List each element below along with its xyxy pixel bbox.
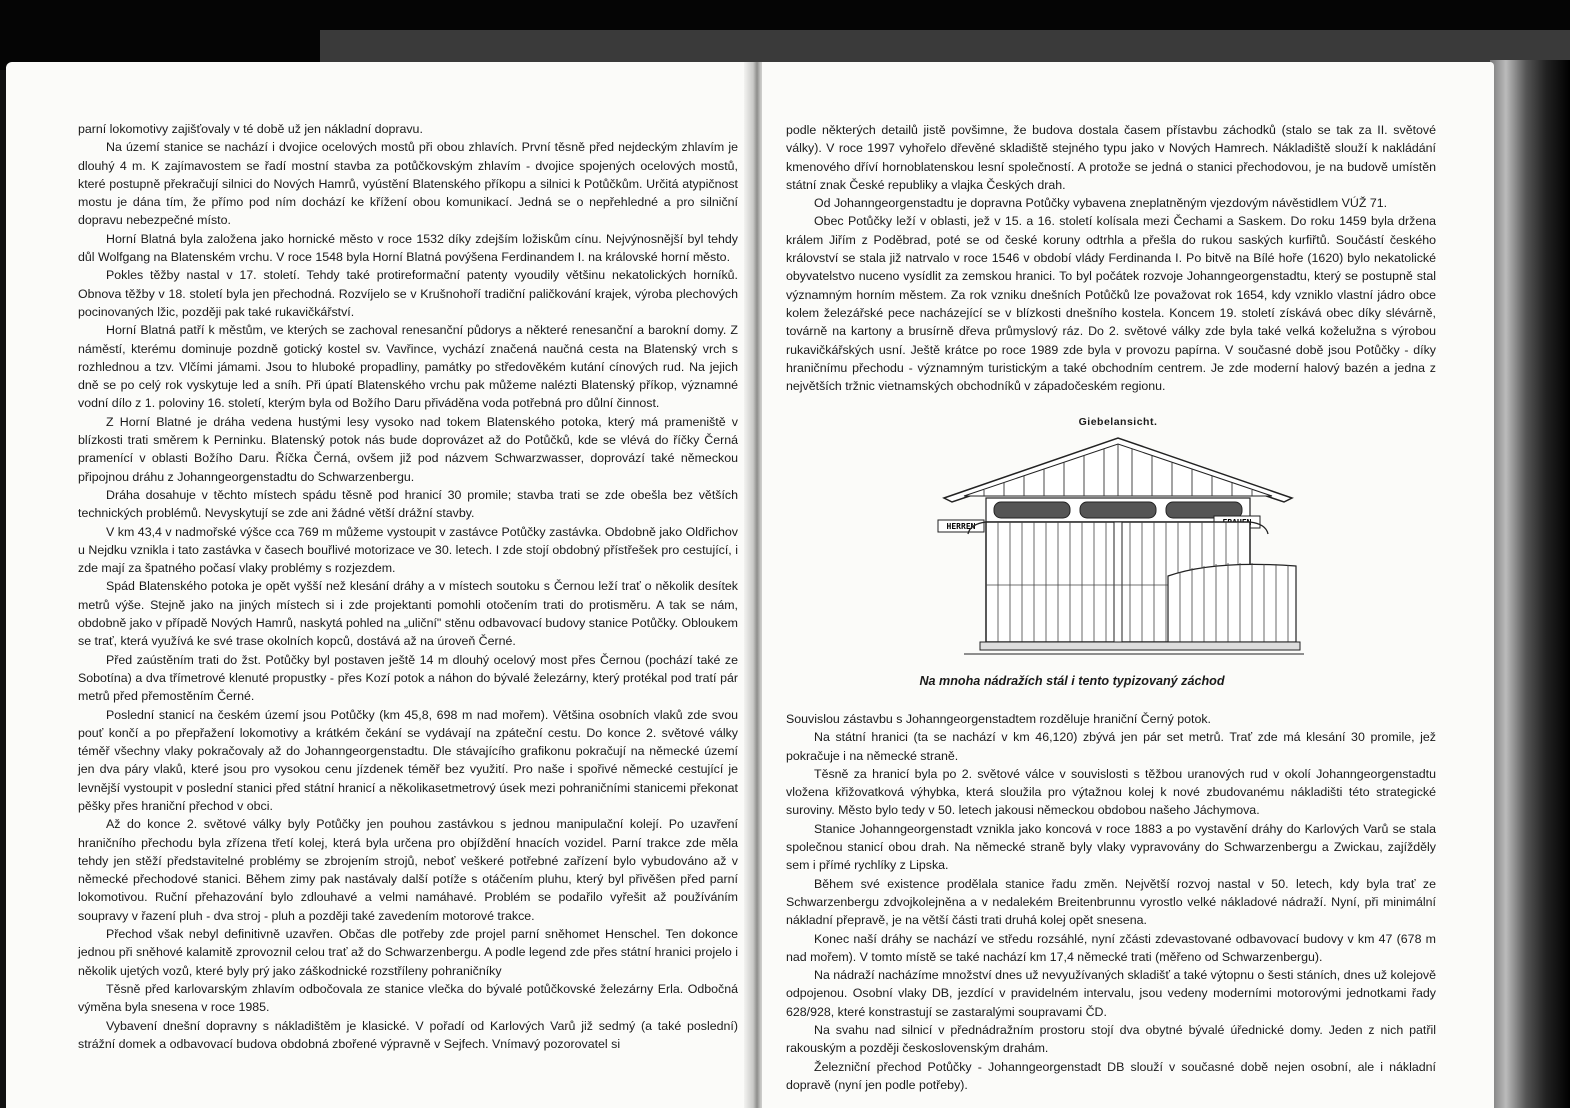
paragraph: Horní Blatná byla založena jako hornické město v roce 1532 díky zdejším ložiskům cínu. Nejvýnosnější byl tehdy důl Wolfgang na Blatenském vrchu. V roce 1548 byla Horní Blatná povýšena Ferdinandem I. na královské horní město. <box>78 231 738 265</box>
paragraph: Spád Blatenského potoka je opět vyšší než klesání dráhy a v místech soutoku s Černou leží trať o několik desítek metrů výše. Stejně jako na jiných místech si i zde projektanti pomohli otočením trati do protisměru. A tak se nám, obdobně jako v případě Nových Hamrů, naskytá pohled na „uliční" stěnu odbavovací budovy stanice Potůčky. Obloukem se trať, která využívá ke své trase okolních kopců, dostává až na úroveň Černé. <box>78 579 738 649</box>
paragraph: Na státní hranici (ta se nachází v km 46,120) zbývá jen pár set metrů. Trať zde má klesání 30 promile, jež pokračuje i na německé straně. <box>786 730 1436 763</box>
right-page <box>762 62 1494 1108</box>
figure-caption: Na mnoha nádražích stál i tento typizovaný záchod <box>919 674 1225 688</box>
paragraph: Pokles těžby nastal v 17. století. Tehdy také protireformační patenty vyoudily většinu nekatolických horníků. Obnova těžby v 18. století byla jen přechodná. Rozvíjelo se v Krušnohoří tradiční paličkování krajek, výroba plechových pocinovaných lžic, později pak také rukavičkářství. <box>78 268 738 319</box>
paragraph: Konec naší dráhy se nachází ve středu rozsáhlé, nyní zčásti zdevastované odbavovací budovy v km 47 (678 m nad mořem). V tomto místě se také nachází km 17,4 německé trati (měřeno od Schwarzenbergu). <box>786 931 1436 964</box>
paragraph: Železniční přechod Potůčky - Johanngeorgenstadt DB slouží v současné době nejen osobní, ale i nákladní dopravě (nyní jen podle potřeby). <box>786 1059 1436 1092</box>
paragraph: Na nádraží nacházíme množství dnes už nevyužívaných skladišť a také výtopnu o šesti stáních, dnes už kolejově odpojenou. Osobní vlaky DB, jezdící v pravidelném intervalu, jsou vedeny moderními motorovými jednotkami řady 628/928, které konstrastují se zastaralými soupravami ČD. <box>786 968 1436 1019</box>
paragraph: Během své existence prodělala stanice řadu změn. Největší rozvoj nastal v 50. letech, kdy byla trať ze Schwarzenbergu zdvojkolejněna a v nedalekém Breitenbrunnu vyrostlo velké nákladové nádraží. Nyní, při minimální nákladní přepravě, je na větší části trati druhá kolej opět snesena. <box>786 876 1436 928</box>
paragraph: podle některých detailů jistě povšimne, že budova dostala časem přístavbu záchodků (stalo se tak za II. světové války). V roce 1997 vyhořelo dřevěné skladiště stejného typu jako v Nových Hamrech. Nákladiště slouží k nakládání kmenového dříví hornoblatenskou lesní společností. A protože se jedná o stanici přechodovou, je na budově umístěn státní znak České republiky a vlajka Českých drah. <box>786 123 1436 192</box>
book-edge <box>1490 60 1570 1108</box>
sign-herren: HERREN <box>946 522 976 531</box>
right-page-text-lower <box>786 710 1436 1094</box>
left-page <box>6 62 752 1108</box>
paragraph: Od Johanngeorgenstadtu je dopravna Potůčky vybavena zneplatněným vjezdovým návěstidlem VÚŽ 71. <box>814 196 1388 211</box>
right-page-text-upper <box>786 121 1436 395</box>
figure-title: Giebelansicht. <box>1078 416 1158 428</box>
paragraph: Až do konce 2. světové války byly Potůčky jen pouhou zastávkou s jednou manipulační kolejí. Po uzavření hraničního přechodu byla zřízena třetí kolej, která byla určena pro objíždění hnacích vozidel. Parní trakce zde měla tehdy jen stěží představitelné problémy se zbrojením strojů, neboť veškeré potřebné zařízení bylo vybudováno až v německé přechodové stanici. Během zimy pak nastávaly další potíže s otáčením pluhu, který byl přivěšen před parní lokomotivou. Ruční přehazování bylo zdlouhavé a velmi namáhavé. Problém se podařilo vyřešit až používáním soupravy v řazení pluh - dva stroj - pluh a později také zavedením motorové trakce. <box>78 817 738 923</box>
paragraph: Těsně za hranicí byla po 2. světové válce v souvislosti s těžbou uranových rud v okolí Johanngeorgenstadtu vložena křižovatková výhybka, která sloužila pro výtažnou kolej k nové zbudovanému nákladišti této strategické suroviny. Město bylo tedy v 50. letech jakousi německou obdobou našeho Jáchymova. <box>786 766 1436 818</box>
paragraph: Horní Blatná patří k městům, ve kterých se zachoval renesanční půdorys a některé renesanční a barokní domy. Z náměstí, kterému dominuje pozdně gotický kostel sv. Vavřince, vychází značená naučná cesta na Blatenský vrch s rozhlednou a tzv. Vlčími jámami. Jsou to hluboké propadliny, památky po středověkém kutání cínových rud. Na jejich dně se po celý rok vyskytuje led a sníh. Při úpatí Blatenského vrchu pak můžeme nalézti Blatenský příkop, významné vodní dílo z 1. poloviny 16. století, kterým byla od Božího Daru přiváděna voda potřebná pro důlní činnost. <box>78 323 738 411</box>
paragraph: V km 43,4 v nadmořské výšce cca 769 m můžeme vystoupit v zastávce Potůčky zastávka. Obdobně jako Oldřichov u Nejdku vznikla i tato zastávka v časech bouřlivé motorizace ve 30. letech. I zde stojí obdobný přístřešek pro cestující, i zde mají za špatného počasí vlaky problémy s rozjezdem. <box>78 524 738 576</box>
paragraph: Obec Potůčky leží v oblasti, jež v 15. a 16. století kolísala mezi Čechami a Saskem. Do roku 1459 byla držena králem Jiřím z Poděbrad, poté se od české koruny odtrhla a přešla do rukou saských kurfiřtů. Součástí českého království se stala již natrvalo v roce 1546 v období vlády Ferdinanda I. Po bitvě na Bílé hoře (1620) bylo nekatolické obyvatelstvo nuceno vysídlit za zemskou hranici. To byl počátek rozvoje Johanngeorgenstadtu, který se postupně stal významným horním městem. Za rok vzniku dnešních Potůčků lze považovat rok 1654, kdy vzniklo vlastní jádro obce kolem železářské pece nacházející se v blízkosti dnešního kostela. Koncem 19. století získává obec díky slévárně, továrně na kartony a brusírně dřeva průmyslový ráz. Do 2. světové války zde byla také velká koželužna s výrobou rukavičkářských usní. Ještě krátce po roce 1989 zde byla v provozu papírna. V současné době jsou Potůčky - díky hraničnímu přechodu - významným turistickým a také obchodním centrem. Je zde moderní halový bazén a jedna z největších tržnic vietnamských obchodníků v západočeském regionu. <box>786 214 1436 394</box>
paragraph: Na svahu nad silnicí v přednádražním prostoru stojí dva obytné bývalé úřednické domy. Jeden z nich patřil rakouským a později československým drahám. <box>786 1023 1436 1056</box>
toilet-drawing-figure <box>924 410 1312 668</box>
paragraph: Na území stanice se nachází i dvojice ocelových mostů při obou zhlavích. První těsně před nejdeckým zhlavím je dlouhý 4 m. K zajímavostem se řadí mostní stavba za potůčkovským zhlavím - dvojice spojených ocelových mostů, které postupně překračují silnici do Nových Hamrů, vyústění Blatenského příkopu a silnici k Potůčkům. Určitá atypičnost mostu je dána tím, že přímo pod ním dochází ke křížení obou komunikací. Jedná se o nepřehledné a pro silniční dopravu nebezpečné místo. <box>78 140 738 228</box>
paragraph: Přechod však nebyl definitivně uzavřen. Občas dle potřeby zde projel parní sněhomet Henschel. Ten dokonce jednou při sněhové kalamitě zprovoznil celou trať až do Schwarzenbergu. A podle legend zde přes státní hranici projelo i několik ujetých vozů, které byly prý jako záškodnické rozstříleny pohraničníky <box>78 927 738 978</box>
left-page-text <box>78 120 738 1053</box>
paragraph: Před zaústěním trati do žst. Potůčky byl postaven ještě 14 m dlouhý ocelový most přes Černou (pochází také ze Sobotína) a dva třímetrové klenuté propustky - přes Kozí potok a náhon do bývalé železárny, který protékal pod tratí pár metrů před přemostěním Černé. <box>78 652 738 704</box>
paragraph: Dráha dosahuje v těchto místech spádu těsně pod hranicí 30 promile; stavba trati se zde obešla bez větších technických problémů. Nevyskytují se zde ani žádné větší drážní stavby. <box>78 487 738 521</box>
paragraph: Vybavení dnešní dopravny s nákladištěm je klasické. V pořadí od Karlových Varů již sedmý (a také poslední) strážní domek a odbavovací budova obdobná zbořené výpravně v Sejfech. Vnímavý pozorovatel si <box>78 1018 738 1051</box>
paragraph: Souvislou zástavbu s Johanngeorgenstadtem rozděluje hraniční Černý potok. <box>786 712 1211 726</box>
paragraph: Poslední stanicí na českém území jsou Potůčky (km 45,8, 698 m nad mořem). Většina osobních vlaků zde svou pouť končí a po přepřažení lokomotivy a krátkém čekání se vydávají na zpáteční cestu. Do konce 2. světové války téměř všechny vlaky pokračovaly až do Johanngeorgenstadtu. Dle stávajícího grafikonu pokračují na německé území jen dva páry vlaků, které jsou pro vysokou cenu jízdenek téměř bez využití. Pro naše i spořivé německé cestující je levnější vystoupit v poslední stanici před státní hranicí a několikasetmetrový úsek mezi pohraničními stanicemi překonat pěšky přes hraniční přechod v obci. <box>78 707 738 813</box>
paragraph: Z Horní Blatné je dráha vedena hustými lesy vysoko nad tokem Blatenského potoka, který má prameniště v blízkosti trati směrem k Perninku. Blatenský potok nás bude doprovázet až do Potůčků, kde se vlévá do říčky Černá pramenící v oblasti Božího Daru. Říčka Černá, ovšem již pod názvem Schwarzwasser, doprovází také německou připojnou dráhu z Johanngeorgenstadtu do Schwarzenbergu. <box>78 414 738 484</box>
paragraph: Těsně před karlovarským zhlavím odbočovala ze stanice vlečka do bývalé potůčkovské železárny Erla. Odbočná výměna byla snesena v roce 1985. <box>78 981 738 1015</box>
paragraph: Stanice Johanngeorgenstadt vznikla jako koncová v roce 1883 a po vystavění dráhy do Karlových Varů se stala společnou stanicí obou drah. Na německé straně byly vlaky vypravovány do Schwarzenbergu a Zwickau, zajížděly sem i přímé rychlíky z Lipska. <box>786 821 1436 873</box>
toilet-building-drawing <box>924 410 1312 668</box>
paragraph: parní lokomotivy zajišťovaly v té době už jen nákladní dopravu. <box>78 122 423 136</box>
